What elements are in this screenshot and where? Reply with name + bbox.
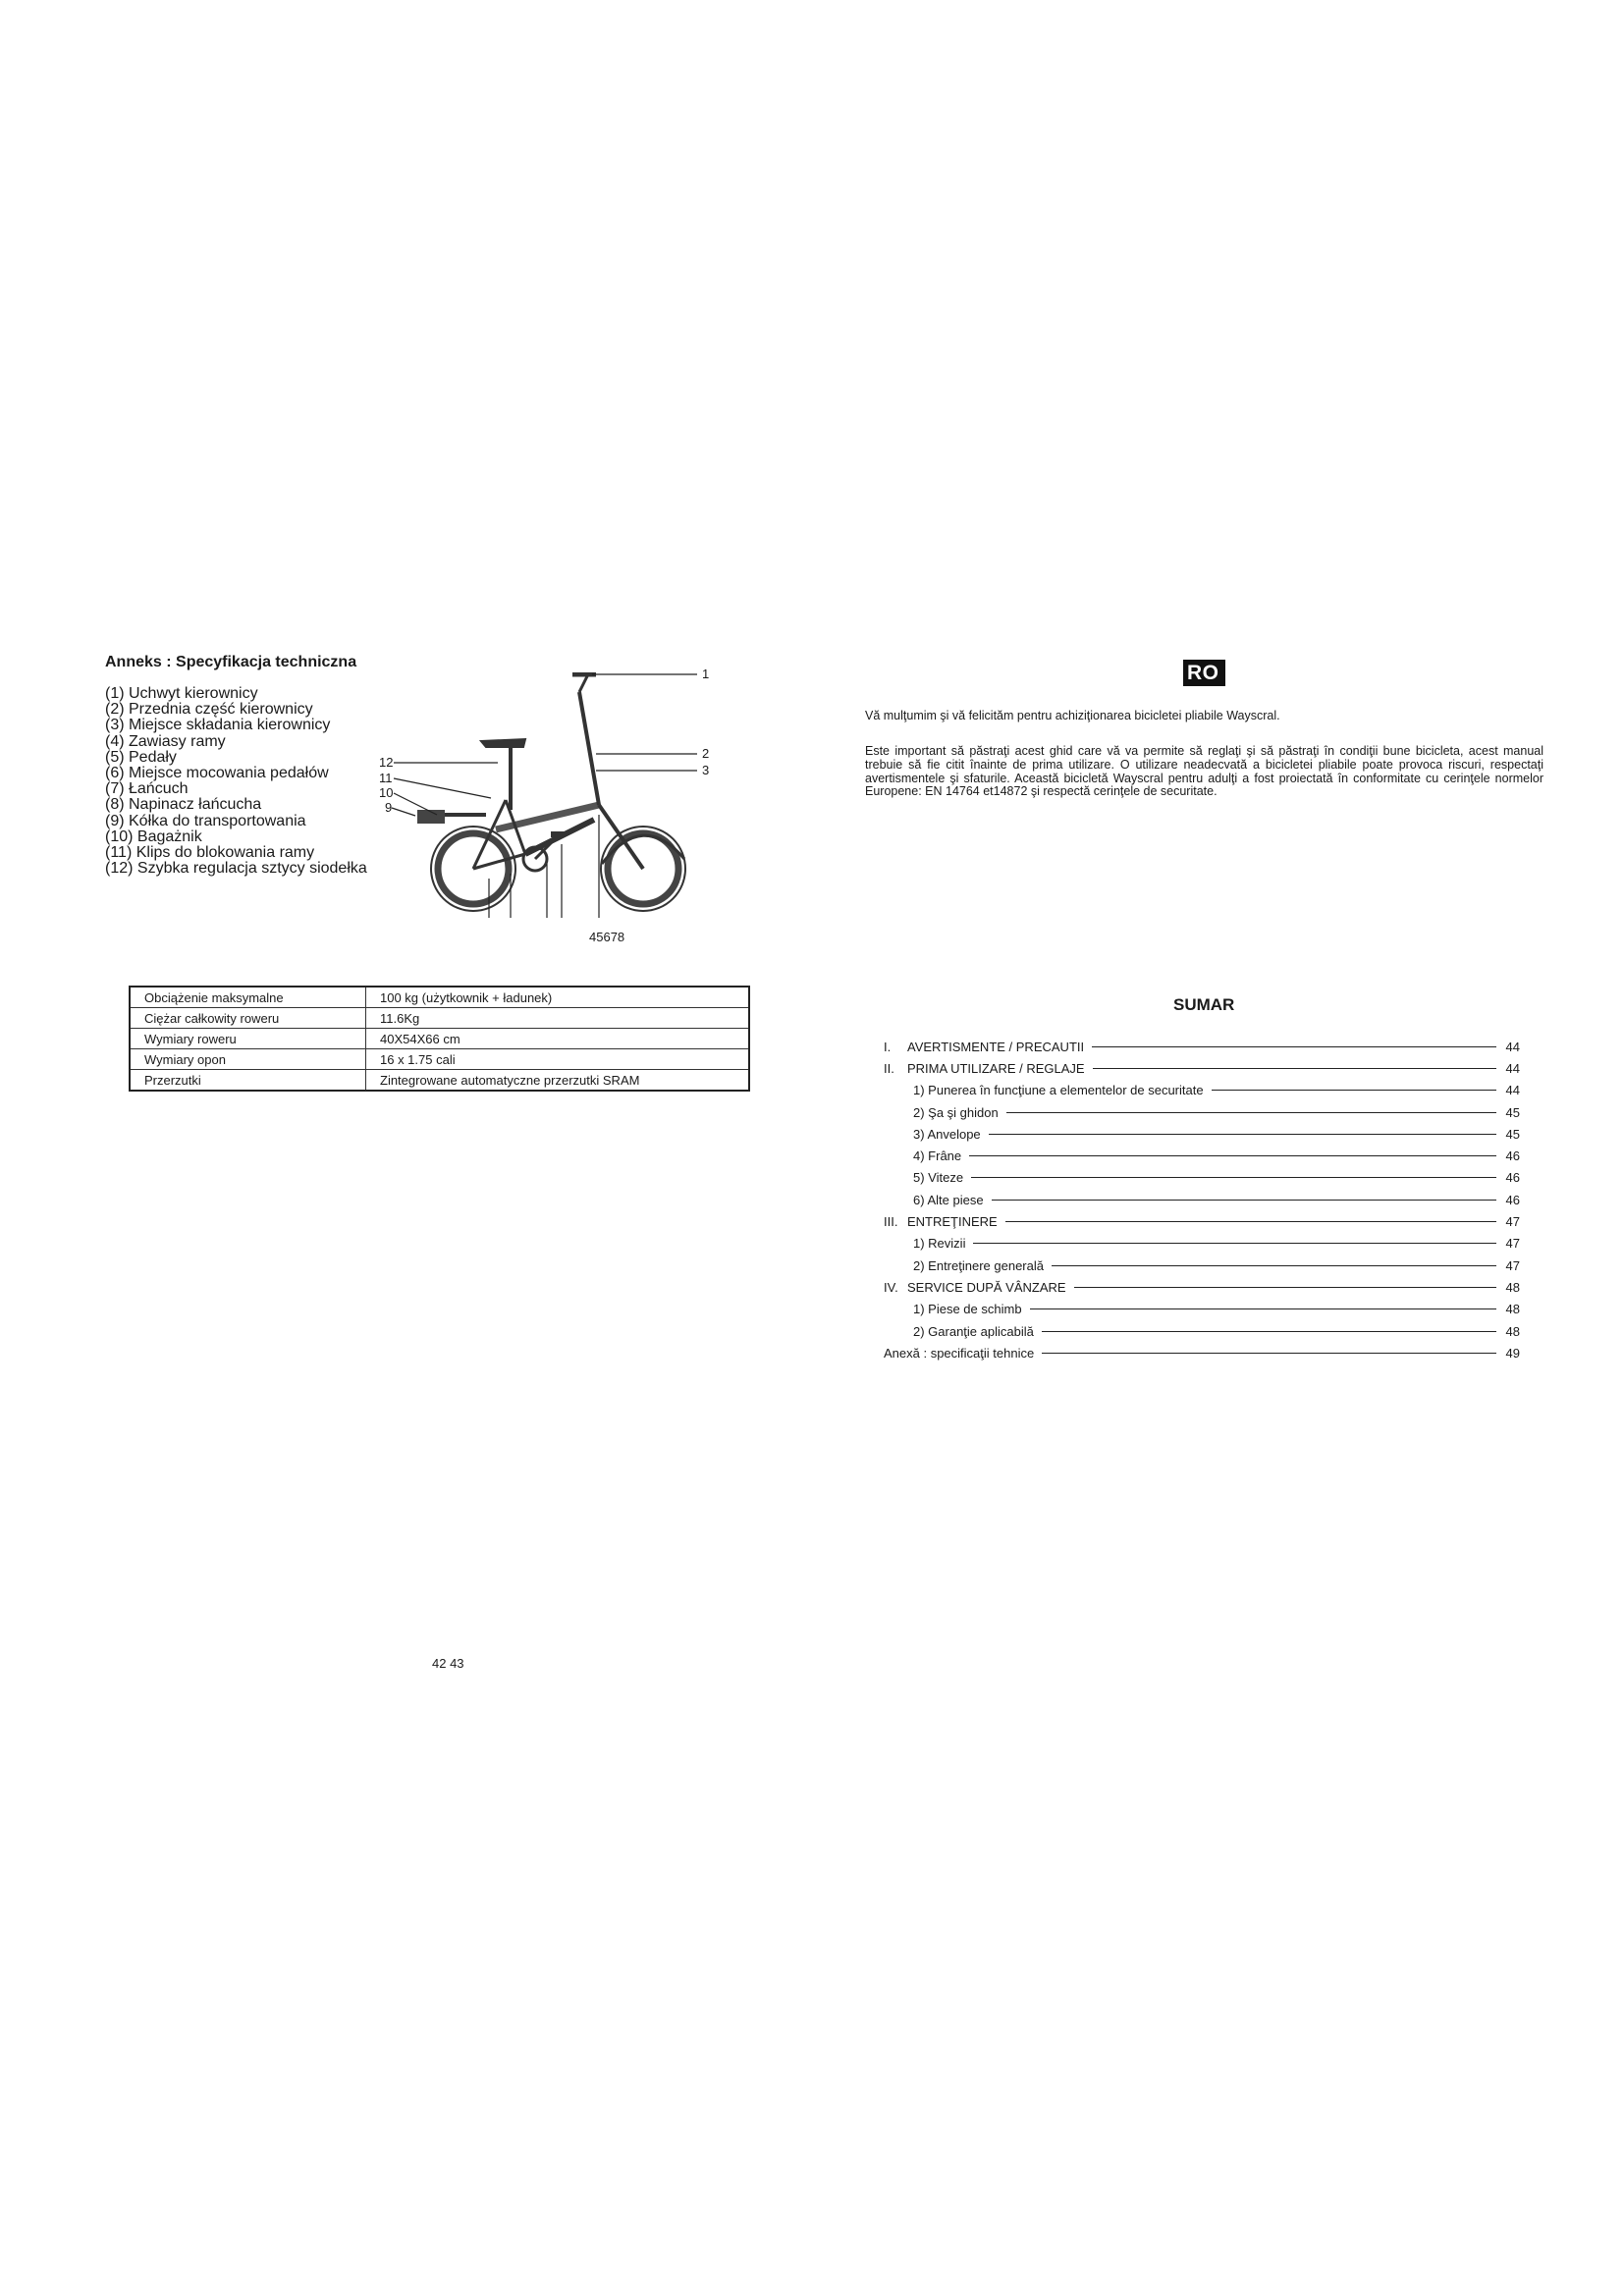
part-item: (8) Napinacz łańcucha bbox=[105, 796, 262, 814]
part-item: (10) Bagażnik bbox=[105, 828, 202, 845]
toc-label: 2) Garanţie aplicabilă bbox=[913, 1323, 1034, 1339]
toc-label: SERVICE DUPĂ VÂNZARE bbox=[907, 1279, 1066, 1295]
toc-title: SUMAR bbox=[1173, 995, 1235, 1014]
table-row bbox=[130, 1049, 749, 1070]
callout-label-3: 3 bbox=[702, 763, 710, 777]
toc-item[interactable] bbox=[884, 1342, 1520, 1363]
toc-label: 1) Piese de schimb bbox=[913, 1302, 1022, 1317]
toc-label: 4) Frâne bbox=[913, 1148, 962, 1164]
toc-leader bbox=[969, 1155, 1496, 1156]
toc-leader bbox=[1052, 1265, 1496, 1266]
intro-paragraph: Vă mulţumim şi vă felicităm pentru achiziţionarea bicicletei pliabile Wayscral. bbox=[865, 709, 1280, 722]
toc-item[interactable] bbox=[884, 1233, 1520, 1255]
toc-item[interactable] bbox=[884, 1320, 1520, 1342]
toc-page: 46 bbox=[1505, 1170, 1520, 1186]
toc-label: 1) Punerea în funcţiune a elementelor de securitate bbox=[913, 1083, 1204, 1098]
toc-item[interactable] bbox=[884, 1210, 1520, 1232]
part-item: (7) Łańcuch bbox=[105, 780, 189, 798]
part-item: (5) Pedały bbox=[105, 748, 177, 766]
toc-leader bbox=[971, 1177, 1496, 1178]
toc-page: 44 bbox=[1505, 1039, 1520, 1054]
callout-label-2: 2 bbox=[702, 746, 710, 761]
toc-page: 49 bbox=[1505, 1345, 1520, 1361]
diagram-caption: 45678 bbox=[589, 930, 625, 944]
table-row bbox=[130, 1070, 749, 1092]
toc-page: 46 bbox=[1505, 1148, 1520, 1164]
callout-label-11: 11 bbox=[379, 771, 393, 785]
toc-label: Anexă : specificaţii tehnice bbox=[884, 1345, 1035, 1361]
toc-page: 48 bbox=[1505, 1302, 1520, 1317]
spec-key: Przerzutki bbox=[130, 1070, 366, 1092]
toc-page: 47 bbox=[1505, 1257, 1520, 1273]
spec-value: 100 kg (użytkownik + ładunek) bbox=[366, 987, 750, 1008]
part-item: (2) Przednia część kierownicy bbox=[105, 701, 313, 719]
toc-item[interactable] bbox=[884, 1167, 1520, 1189]
toc-page: 45 bbox=[1505, 1104, 1520, 1120]
safety-paragraph: Este important să păstraţi acest ghid care vă va permite să reglaţi şi să păstraţi în condiţii bune bicicleta, acest manual trebuie să fie citit înainte de prima utilizare. O utilizare neadecvată a bicicletei pliabile poate provoca riscuri, respectaţi avertismentele şi sfaturile. Această bicicletă Wayscral pentru adulţi a fost proiectată în conformitate cu cerinţele normelor Europene: EN 14764 et14872 şi respectă cerinţele de securitate. bbox=[865, 744, 1543, 799]
toc-label: 2) Entreţinere generală bbox=[913, 1257, 1044, 1273]
part-item: (3) Miejsce składania kierownicy bbox=[105, 717, 331, 734]
part-item: (11) Klips do blokowania ramy bbox=[105, 844, 315, 862]
toc-page: 47 bbox=[1505, 1236, 1520, 1252]
toc-leader bbox=[1042, 1353, 1496, 1354]
toc-item[interactable] bbox=[884, 1123, 1520, 1145]
toc-label: AVERTISMENTE / PRECAUTII bbox=[907, 1039, 1085, 1054]
toc-label: 6) Alte piese bbox=[913, 1192, 984, 1207]
language-badge: RO bbox=[1183, 660, 1225, 686]
toc-item[interactable] bbox=[884, 1057, 1520, 1079]
part-item: (6) Miejsce mocowania pedałów bbox=[105, 765, 329, 782]
toc-item[interactable] bbox=[884, 1255, 1520, 1276]
part-item: (12) Szybka regulacja sztycy siodełka bbox=[105, 860, 367, 878]
toc-label: ENTREŢINERE bbox=[907, 1214, 998, 1230]
toc-page: 48 bbox=[1505, 1323, 1520, 1339]
toc-page: 46 bbox=[1505, 1192, 1520, 1207]
toc-item[interactable] bbox=[884, 1036, 1520, 1057]
callout-label-1: 1 bbox=[702, 667, 710, 681]
toc-leader bbox=[1030, 1308, 1496, 1309]
table-of-contents bbox=[884, 1036, 1520, 1363]
toc-leader bbox=[1005, 1221, 1496, 1222]
part-item: (4) Zawiasy ramy bbox=[105, 732, 226, 750]
toc-number: III. bbox=[884, 1214, 898, 1230]
callout-label-12: 12 bbox=[379, 755, 394, 770]
toc-item[interactable] bbox=[884, 1189, 1520, 1210]
toc-page: 48 bbox=[1505, 1279, 1520, 1295]
table-row bbox=[130, 1029, 749, 1049]
table-row bbox=[130, 1008, 749, 1029]
toc-leader bbox=[1093, 1068, 1496, 1069]
toc-page: 44 bbox=[1505, 1060, 1520, 1076]
spec-key: Ciężar całkowity roweru bbox=[130, 1008, 366, 1029]
toc-label: 5) Viteze bbox=[913, 1170, 964, 1186]
toc-leader bbox=[1074, 1287, 1496, 1288]
toc-item[interactable] bbox=[884, 1145, 1520, 1166]
toc-leader bbox=[1092, 1046, 1496, 1047]
anneks-title: Anneks : Specyfikacja techniczna bbox=[105, 654, 357, 670]
toc-leader bbox=[989, 1134, 1496, 1135]
part-item: (9) Kółka do transportowania bbox=[105, 812, 306, 829]
spec-value: 11.6Kg bbox=[366, 1008, 750, 1029]
toc-label: PRIMA UTILIZARE / REGLAJE bbox=[907, 1060, 1085, 1076]
toc-item[interactable] bbox=[884, 1080, 1520, 1101]
toc-page: 45 bbox=[1505, 1126, 1520, 1142]
toc-label: 2) Şa şi ghidon bbox=[913, 1104, 999, 1120]
parts-list bbox=[105, 686, 367, 877]
toc-number: I. bbox=[884, 1039, 892, 1054]
spec-value: 16 x 1.75 cali bbox=[366, 1049, 750, 1070]
spec-key: Wymiary opon bbox=[130, 1049, 366, 1070]
spec-value: Zintegrowane automatyczne przerzutki SRAM bbox=[366, 1070, 750, 1092]
toc-page: 47 bbox=[1505, 1214, 1520, 1230]
toc-page: 44 bbox=[1505, 1083, 1520, 1098]
spec-key: Obciążenie maksymalne bbox=[130, 987, 366, 1008]
toc-leader bbox=[1042, 1331, 1496, 1332]
toc-number: II. bbox=[884, 1060, 894, 1076]
toc-item[interactable] bbox=[884, 1299, 1520, 1320]
toc-leader bbox=[973, 1243, 1496, 1244]
part-item: (1) Uchwyt kierownicy bbox=[105, 685, 258, 702]
callout-label-10: 10 bbox=[379, 785, 394, 800]
toc-leader bbox=[1212, 1090, 1496, 1091]
table-row bbox=[130, 987, 749, 1008]
toc-item[interactable] bbox=[884, 1276, 1520, 1298]
callout-label-9: 9 bbox=[385, 800, 393, 815]
toc-number: IV. bbox=[884, 1279, 898, 1295]
spec-key: Wymiary roweru bbox=[130, 1029, 366, 1049]
toc-label: 3) Anvelope bbox=[913, 1126, 981, 1142]
toc-leader bbox=[1006, 1112, 1496, 1113]
folding-bike-diagram bbox=[378, 672, 717, 957]
spec-value: 40X54X66 cm bbox=[366, 1029, 750, 1049]
spec-table bbox=[129, 986, 750, 1092]
toc-label: 1) Revizii bbox=[913, 1236, 966, 1252]
toc-item[interactable] bbox=[884, 1101, 1520, 1123]
toc-leader bbox=[992, 1200, 1496, 1201]
page-numbers: 42 43 bbox=[432, 1656, 464, 1671]
